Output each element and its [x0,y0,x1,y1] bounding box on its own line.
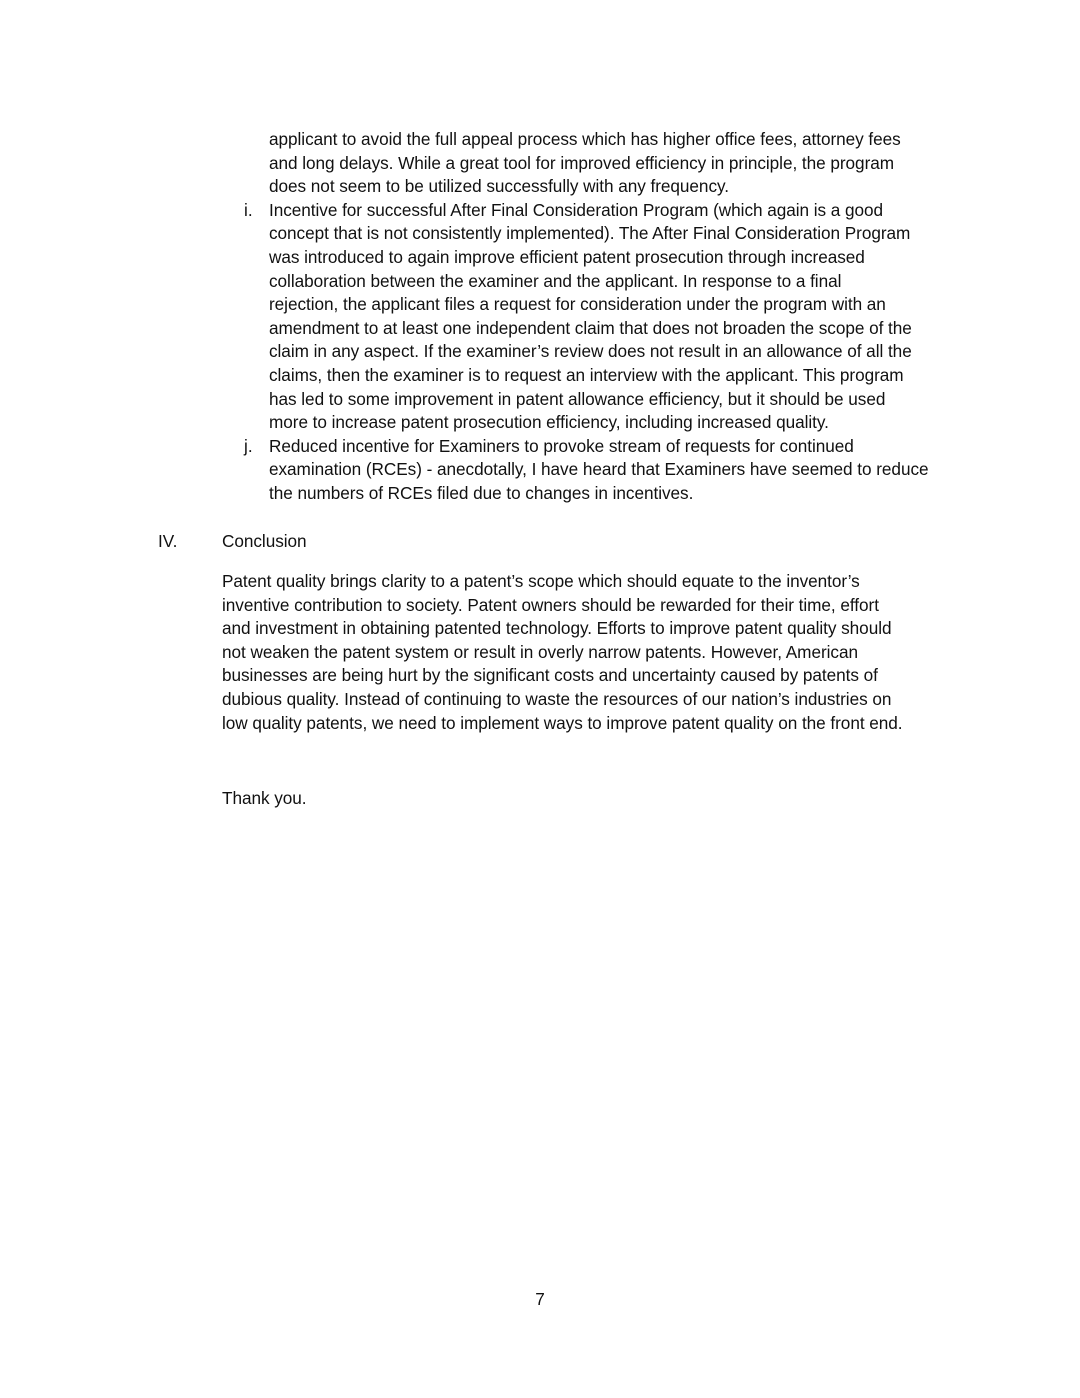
text-line: inventive contribution to society. Patent owners should be rewarded for their time, effort [222,594,879,615]
text-line: the numbers of RCEs filed due to changes in incentives. [269,483,694,503]
text-line: applicant to avoid the full appeal process which has higher office fees, attorney fees [269,129,901,149]
text-line: has led to some improvement in patent allowance efficiency, but it should be used [269,388,886,409]
text-line: and long delays. While a great tool for improved efficiency in principle, the program [269,152,895,173]
text-line: more to increase patent prosecution efficiency, including increased quality. [269,412,829,433]
text-line: does not seem to be utilized successfully with any frequency. [269,176,729,197]
page-number: 7 [535,1289,545,1309]
section-number: IV. [158,531,178,551]
text-line: claims, then the examiner is to request an interview with the applicant. This program [269,365,904,385]
text-line: and investment in obtaining patented technology. Efforts to improve patent quality should [222,618,892,639]
text-line: collaboration between the examiner and the applicant. In response to a final [269,270,842,291]
text-line: concept that is not consistently implemented). The After Final Consideration Program [269,223,911,244]
text-line: not weaken the patent system or result in overly narrow patents. However, American [222,641,858,662]
text-line: Reduced incentive for Examiners to provoke stream of requests for continued [269,435,854,456]
closing-line: Thank you. [222,788,307,808]
text-line: claim in any aspect. If the examiner’s review does not result in an allowance of all the [269,341,912,362]
section-heading: Conclusion [222,531,307,551]
text-line: dubious quality. Instead of continuing to waste the resources of our nation’s industries on [222,689,892,709]
text-line: was introduced to again improve efficient patent prosecution through increased [269,247,865,267]
list-marker: i. [244,199,253,220]
list-marker: j. [244,435,253,456]
text-line: Incentive for successful After Final Consideration Program (which again is a good [269,199,884,220]
text-line: examination (RCEs) - anecdotally, I have heard that Examiners have seemed to reduce [269,459,929,480]
text-line: businesses are being hurt by the significant costs and uncertainty caused by patents of [222,665,878,686]
text-line: rejection, the applicant files a request for consideration under the program with an [269,294,886,315]
text-line: Patent quality brings clarity to a patent’s scope which should equate to the inventor’s [222,571,860,591]
text-line: low quality patents, we need to implement ways to improve patent quality on the front end. [222,712,903,733]
text-line: amendment to at least one independent claim that does not broaden the scope of the [269,317,912,338]
